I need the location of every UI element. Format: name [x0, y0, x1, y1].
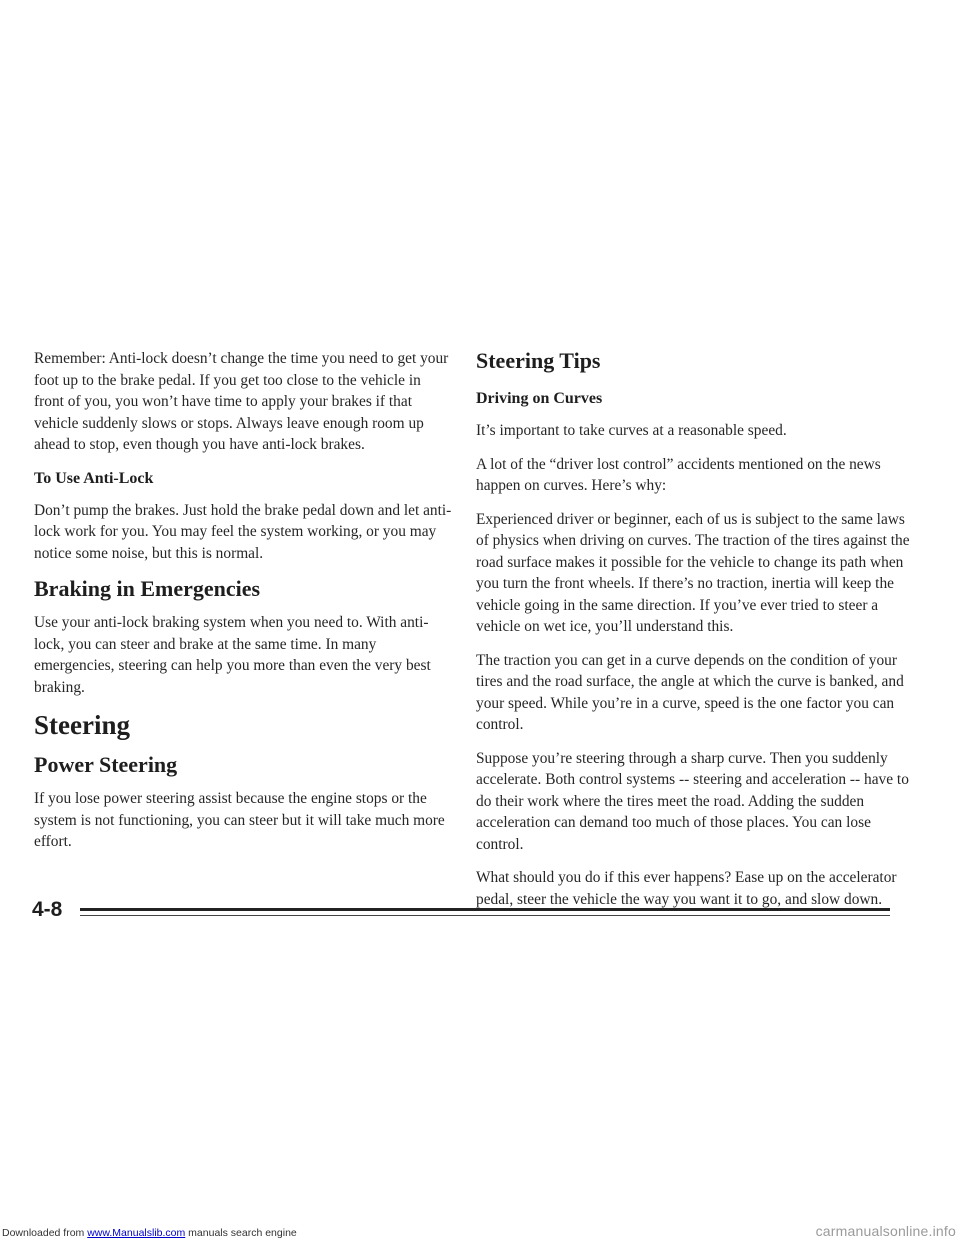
paragraph-sharp-curve: Suppose you’re steering through a sharp curve. Then you suddenly accelerate. Both control systems -- steering and acceleration -- have to do their work where the tires meet the road. Adding the sudden acceleration can demand too much of those places. You can lose control.	[476, 749, 909, 853]
page-number: 4-8	[32, 898, 63, 921]
paragraph-dont-pump: Don’t pump the brakes. Just hold the brake pedal down and let anti-lock work for you. You may feel the system working, or you may notice some noise, but this is normal.	[34, 501, 452, 562]
paragraph-remember: Remember: Anti-lock doesn’t change the time you need to get your foot up to the brake pedal. If you get too close to the vehicle in front of you, you won’t have time to apply your brakes if that vehicle suddenly slows or stops. Always leave enough room up ahead to stop, even though you have anti-lock brakes.	[34, 350, 449, 453]
heading-power-steering: Power Steering	[34, 752, 178, 777]
page-footer	[32, 898, 890, 924]
watermark-bar	[0, 1224, 960, 1242]
paragraph-what-to-do: What should you do if this ever happens? Ease up on the accelerator pedal, steer the vehicle the way you want it to go, and slow down.	[476, 869, 897, 908]
site-watermark: carmanualsonline.info	[815, 1223, 956, 1239]
paragraph-physics: Experienced driver or beginner, each of us is subject to the same laws of physics when driving on curves. The traction of the tires against the road surface makes it possible for the vehicle to change its path when you turn the front wheels. If there’s no traction, inertia will keep the vehicle going in the same direction. If you’ve ever tried to steer a vehicle on wet ice, you’ll understand this.	[476, 510, 910, 635]
paragraph-power-steering: If you lose power steering assist because the engine stops or the system is not functioning, you can steer but it will take much more effort.	[34, 790, 445, 850]
download-suffix: manuals search engine	[185, 1227, 297, 1239]
heading-steering-tips: Steering Tips	[476, 348, 601, 373]
manualslib-link[interactable]: www.Manualslib.com	[87, 1227, 186, 1239]
heading-steering: Steering	[34, 710, 130, 740]
right-column	[476, 348, 912, 922]
footer-rule-thin	[80, 915, 890, 916]
download-notice	[2, 1224, 297, 1242]
left-column	[34, 348, 454, 865]
footer-rule-thick	[80, 908, 890, 911]
download-prefix: Downloaded from	[2, 1227, 88, 1239]
paragraph-use-anti-lock: Use your anti-lock braking system when you need to. With anti-lock, you can steer and brake at the same time. In many emergencies, steering can help you more than even the very best braking.	[34, 614, 431, 696]
heading-driving-on-curves: Driving on Curves	[476, 390, 603, 407]
paragraph-driver-lost-control: A lot of the “driver lost control” accidents mentioned on the news happen on curves. Here’s why:	[476, 455, 881, 494]
paragraph-reasonable-speed: It’s important to take curves at a reasonable speed.	[476, 422, 787, 439]
heading-braking-in-emergencies: Braking in Emergencies	[34, 576, 261, 601]
heading-to-use-anti-lock: To Use Anti-Lock	[34, 469, 154, 487]
paragraph-traction: The traction you can get in a curve depends on the condition of your tires and the road surface, the angle at which the curve is banked, and your speed. While you’re in a curve, speed is the one factor you can control.	[476, 651, 904, 733]
